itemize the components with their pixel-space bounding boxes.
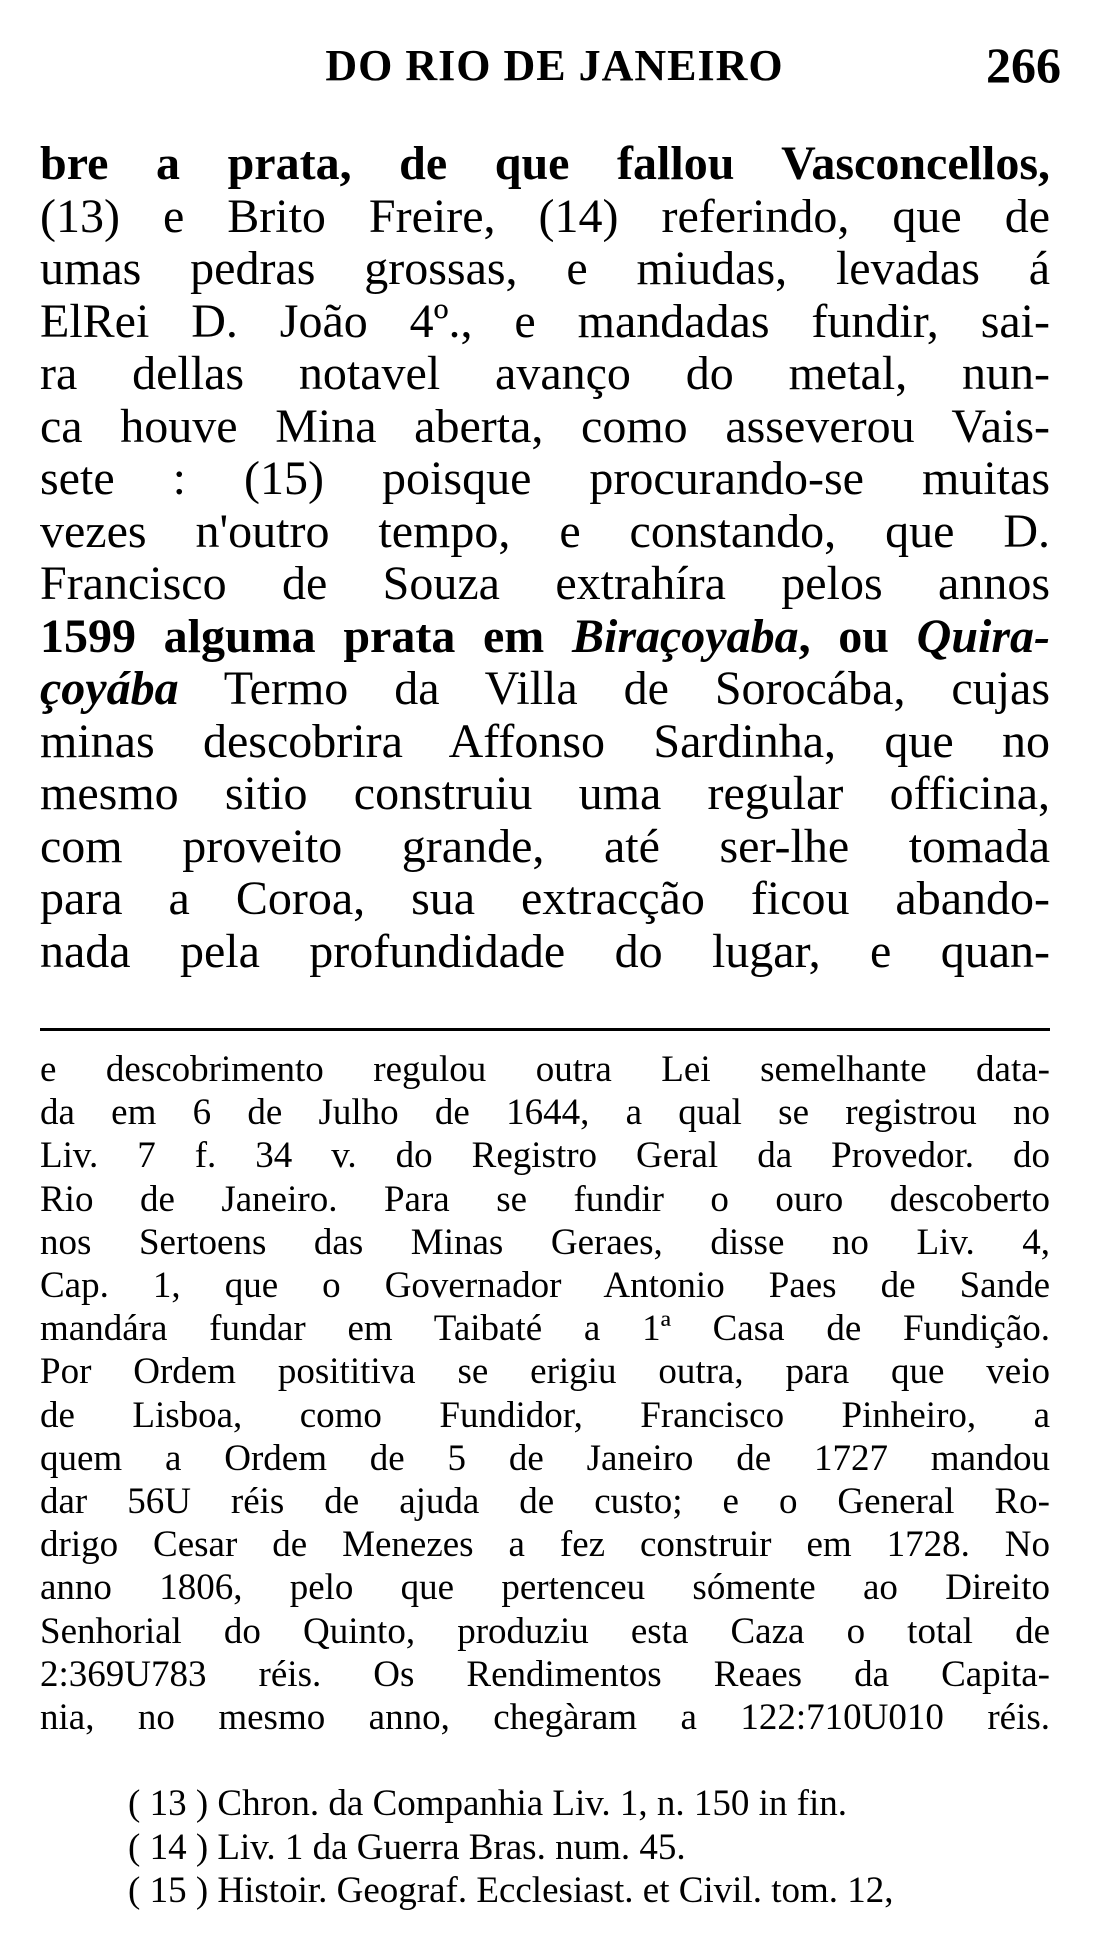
place-name-italic: Quira- [916, 610, 1050, 663]
note-line: nos Sertoens das Minas Geraes, disse no Liv. 4, [40, 1221, 1050, 1263]
text-line: nada pela profundidade do lugar, e quan- [40, 925, 1050, 978]
text-line: Francisco de Souza extrahíra pelos annos [40, 558, 1050, 610]
footnote-13: ( 13 ) Chron. da Companhia Liv. 1, n. 150 in fin. [128, 1783, 848, 1824]
running-head: DO RIO DE JANEIRO [325, 41, 784, 90]
text-line: minas descobrira Affonso Sardinha, que no [40, 715, 1050, 768]
footnotes [40, 1782, 1050, 1913]
text-line: 1599 alguma prata em Biraçoyaba, ou Quira- [40, 610, 1050, 663]
place-name-italic: çoyába [40, 663, 179, 715]
note-line: Liv. 7 f. 34 v. do Registro Geral da Provedor. do [40, 1135, 1050, 1177]
text-line: umas pedras grossas, e miudas, levadas á [40, 243, 1050, 295]
text-line: para a Coroa, sua extracção ficou abando- [40, 873, 1050, 925]
text-line: com proveito grande, até ser-lhe tomada [40, 820, 1050, 873]
text-line: ElRei D. João 4º., e mandadas fundir, sai- [40, 295, 1050, 348]
text-line: (13) e Brito Freire, (14) referindo, que de [40, 190, 1050, 243]
text-line: ca houve Mina aberta, como asseverou Vais- [40, 400, 1050, 453]
note-line: Por Ordem posititiva se erigiu outra, para que veio [40, 1351, 1050, 1393]
note-line: quem a Ordem de 5 de Janeiro de 1727 mandou [40, 1437, 1050, 1479]
page-number: 266 [986, 37, 1061, 93]
footnote-15: ( 15 ) Histoir. Geograf. Ecclesiast. et Civil. tom. 12, [128, 1870, 894, 1911]
text-line: sete : (15) poisque procurando-se muitas [40, 453, 1050, 505]
note-line: e descobrimento regulou outra Lei semelhante data- [40, 1049, 1050, 1090]
continued-note [40, 1048, 1050, 1739]
text-line: mesmo sitio construiu uma regular officina, [40, 768, 1050, 820]
note-line: Cap. 1, que o Governador Antonio Paes de Sande [40, 1265, 1050, 1307]
note-line: dar 56U réis de ajuda de custo; e o General Ro- [40, 1481, 1050, 1523]
place-name-italic: Biraçoyaba [571, 610, 799, 663]
note-line: mandára fundar em Taibaté a 1ª Casa de Fundição. [40, 1308, 1050, 1350]
note-line: Rio de Janeiro. Para se fundir o ouro descoberto [40, 1178, 1050, 1220]
text-line: ra dellas notavel avanço do metal, nun- [40, 348, 1050, 400]
page-header [40, 30, 1069, 100]
note-line: 2:369U783 réis. Os Rendimentos Reaes da Capita- [40, 1653, 1050, 1695]
note-line: Senhorial do Quinto, produziu esta Caza o total de [40, 1610, 1050, 1652]
text-line: vezes n'outro tempo, e constando, que D. [40, 505, 1050, 558]
note-line: nia, no mesmo anno, chegàram a 122:710U010 réis. [40, 1697, 1050, 1739]
note-line: drigo Cesar de Menezes a fez construir em 1728. No [40, 1524, 1050, 1566]
notes-separator-rule [40, 1028, 1050, 1031]
text-line: çoyába Termo da Villa de Sorocába, cujas [40, 663, 1050, 715]
note-line: da em 6 de Julho de 1644, a qual se registrou no [40, 1092, 1050, 1134]
note-line: anno 1806, pelo que pertenceu sómente ao Direito [40, 1567, 1050, 1609]
footnote-14: ( 14 ) Liv. 1 da Guerra Bras. num. 45. [128, 1826, 686, 1868]
text-line: bre a prata, de que fallou Vasconcellos, [40, 138, 1050, 190]
note-line: de Lisboa, como Fundidor, Francisco Pinheiro, a [40, 1394, 1050, 1436]
main-text [40, 138, 1050, 978]
